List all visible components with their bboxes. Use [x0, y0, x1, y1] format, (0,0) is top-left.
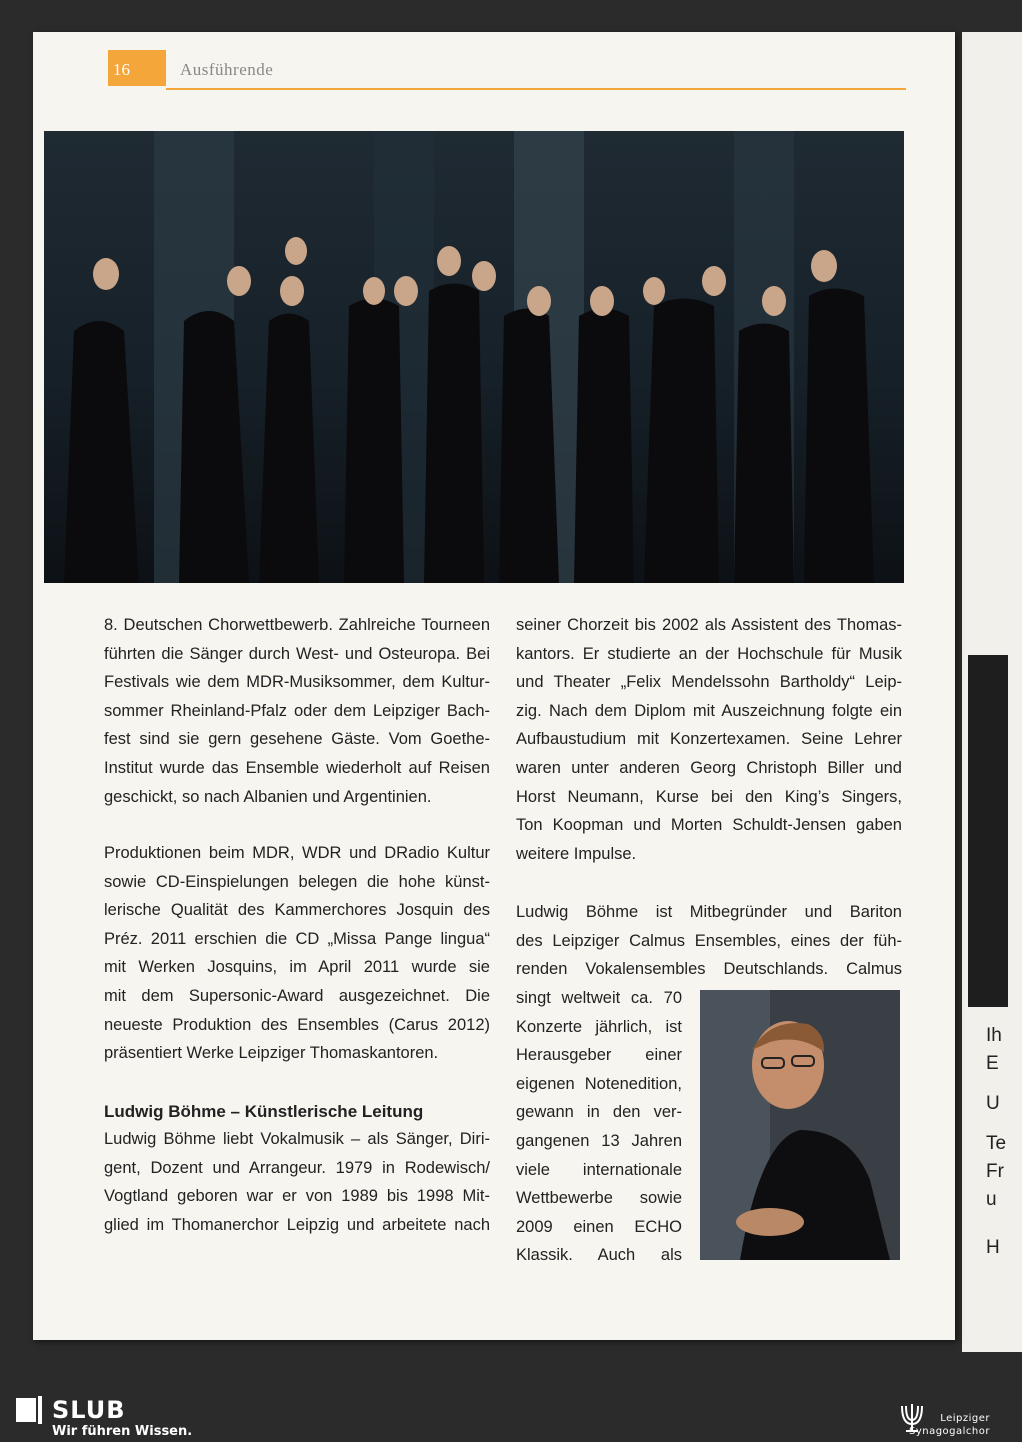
library-tagline: Wir führen Wissen.	[52, 1424, 193, 1439]
text-line: Klassik. Auch als	[516, 1246, 682, 1265]
text-line: gent, Dozent und Arrangeur. 1979 in Rodewisch/	[104, 1158, 490, 1177]
text-line: Préz. 2011 erschien die CD „Missa Pange lingua“	[104, 929, 490, 948]
adjacent-page-fragment: Fr	[986, 1161, 1004, 1182]
text-line: weitere Impulse.	[516, 844, 637, 863]
text-line: Institut wurde das Ensemble wiederholt auf Reisen	[104, 758, 490, 777]
text-line: geschickt, so nach Albanien und Argentinien.	[104, 787, 432, 806]
text-line: mit dem Supersonic-Award ausgezeichnet. Die	[104, 986, 490, 1005]
adjacent-page-fragment: U	[986, 1093, 1000, 1114]
conductor-portrait-graphic	[700, 990, 900, 1260]
text-line: Ludwig Böhme liebt Vokalmusik – als Sänger, Diri-	[104, 1130, 490, 1148]
text-line: Aufbaustudium mit Konzertexamen. Seine Lehrer	[516, 730, 902, 749]
text-line: glied im Thomanerchor Leipzig und arbeitete nach	[104, 1215, 490, 1234]
text-line: sowie CD-Einspielungen belegen die hohe künst-	[104, 872, 490, 891]
library-name: SLUB	[52, 1396, 126, 1424]
adjacent-page-fragment: Te	[986, 1133, 1007, 1154]
conductor-portrait	[700, 990, 900, 1260]
text-line: sommer Rheinland-Pfalz oder dem Leipziger Bach-	[104, 701, 490, 720]
column1-paragraph1	[104, 611, 490, 811]
adjacent-page-fragment: E	[986, 1053, 999, 1074]
text-line: Vogtland geboren war er von 1989 bis 1998 Mit-	[104, 1187, 490, 1206]
text-line: gangenen 13 Jahren	[516, 1131, 682, 1150]
text-line: lerische Qualität des Kammerchores Josquin des	[104, 901, 490, 920]
text-line: renden Vokalensembles Deutschlands. Calmus	[516, 960, 902, 979]
adjacent-page-fragment: u	[986, 1189, 997, 1210]
column2-paragraph2-wrapped	[516, 984, 682, 1270]
adjacent-page-fragment: H	[986, 1237, 1000, 1258]
text-line: führten die Sänger durch West- und Osteuropa. Bei	[104, 644, 490, 663]
column1-paragraph3	[104, 1125, 490, 1239]
header-rule	[166, 88, 906, 90]
partner-line1: Leipziger	[940, 1413, 990, 1424]
text-line: fest sind sie gern gesehene Gäste. Vom Goethe-	[104, 730, 490, 749]
text-line: des Leipziger Calmus Ensembles, eines der füh-	[516, 931, 902, 950]
ensemble-photo-graphic	[44, 131, 904, 583]
text-line: seiner Chorzeit bis 2002 als Assistent des Thomas-	[516, 616, 902, 634]
section-heading: Ludwig Böhme – Künstlerische Leitung	[104, 1102, 424, 1121]
text-line: zig. Nach dem Diplom mit Auszeichnung folgte ein	[516, 701, 902, 720]
section-title: Ausführende	[180, 60, 274, 79]
text-line: 8. Deutschen Chorwettbewerb. Zahlreiche Tourneen	[104, 616, 490, 634]
text-line: 2009 einen ECHO	[516, 1217, 682, 1236]
text-line: kantors. Er studierte an der Hochschule für Musik	[516, 644, 902, 663]
text-line: Festivals wie dem MDR-Musiksommer, dem Kultur-	[104, 673, 490, 692]
text-line: Herausgeber einer	[516, 1046, 682, 1065]
text-line: neueste Produktion des Ensembles (Carus 2012)	[104, 1015, 490, 1034]
text-line: Horst Neumann, Kurse bei den King’s Singers,	[516, 787, 902, 806]
text-line: eigenen Notenedition,	[516, 1074, 682, 1093]
text-line: Ludwig Böhme ist Mitbegründer und Bariton	[516, 903, 902, 921]
page-number: 16	[113, 60, 130, 79]
text-line: viele internationale	[516, 1160, 682, 1179]
slub-logo-icon	[16, 1396, 42, 1424]
column2-paragraph2	[516, 898, 902, 984]
adjacent-page-photo	[968, 655, 1008, 1007]
text-line: gewann in den ver-	[516, 1103, 682, 1122]
text-line: singt weltweit ca. 70	[516, 989, 682, 1007]
text-line: und Theater „Felix Mendelssohn Bartholdy“ Leip-	[516, 673, 902, 692]
text-line: präsentiert Werke Leipziger Thomaskantoren.	[104, 1044, 439, 1063]
column1-paragraph2	[104, 839, 490, 1068]
text-line: waren unter anderen Georg Christoph Biller und	[516, 758, 902, 777]
column2-paragraph1	[516, 611, 902, 868]
text-line: Produktionen beim MDR, WDR und DRadio Kultur	[104, 844, 490, 862]
text-line: mit Werken Josquins, im April 2011 wurde sie	[104, 958, 490, 977]
adjacent-page-fragment: Ih	[986, 1025, 1002, 1046]
text-line: Wettbewerbe sowie	[516, 1189, 682, 1208]
text-line: Konzerte jährlich, ist	[516, 1017, 682, 1036]
text-line: Ton Koopman und Morten Schuldt-Jensen gaben	[516, 816, 902, 835]
partner-line2: Synagogalchor	[908, 1426, 990, 1437]
ensemble-photo	[44, 131, 904, 583]
